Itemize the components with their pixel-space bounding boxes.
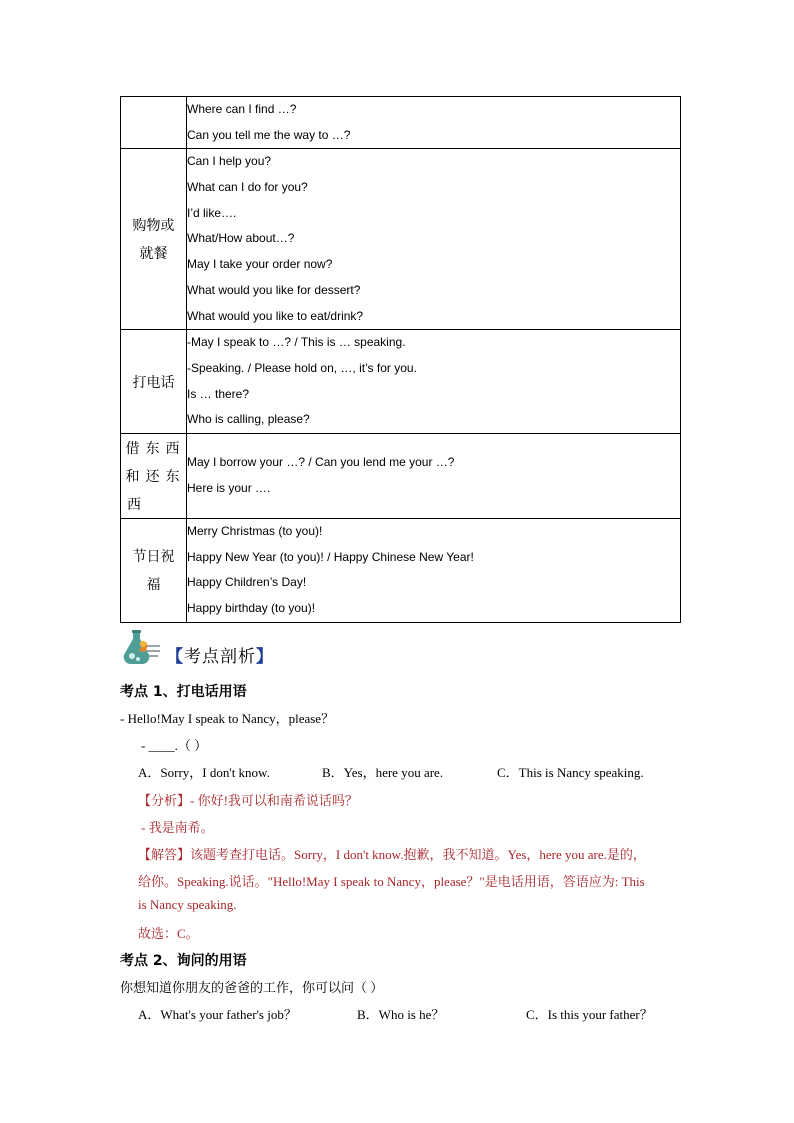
table-row (121, 433, 681, 518)
phrase: Happy New Year (to you)! / Happy Chinese New Year! (187, 549, 474, 564)
phrase: What would you like to eat/drink? (187, 308, 364, 323)
kp1-option-a: A．Sorry，I don't know. (138, 765, 270, 780)
category-line: 就餐 (139, 245, 168, 262)
kp2-option-b: B．Who is he？ (357, 1007, 445, 1022)
kp2-option-a: A．What's your father's job？ (138, 1007, 297, 1022)
kp1-solution-3: is Nancy speaking. (138, 897, 237, 912)
table-row (121, 97, 681, 149)
kp1-analysis: 【分析】- 你好!我可以和南希说话吗？ (138, 793, 358, 808)
phrase: Happy Children’s Day! (187, 575, 307, 590)
kp2-question: 你想知道你朋友的爸爸的工作，你可以问（ ） (120, 980, 384, 995)
kp1-solution-2: 给你。Speaking.说话。"Hello!May I speak to Nancy，please？"是电话用语，答语应为: This (138, 874, 645, 889)
category-line: 打电话 (132, 373, 175, 390)
category-line: 借东西 (125, 439, 186, 456)
kp1-question: - Hello!May I speak to Nancy，please？ (120, 711, 335, 726)
kp1-choice: 故选：C。 (138, 926, 199, 941)
table-row (121, 149, 681, 330)
phrases-cell (187, 433, 681, 518)
table-row (121, 518, 681, 622)
category-line: 福 (146, 576, 161, 593)
phrase: What would you like for dessert? (187, 282, 361, 297)
flask-notes-icon (123, 629, 163, 667)
category-cell (121, 97, 187, 149)
table-row (121, 330, 681, 434)
kp1-analysis-2: - 我是南希。 (141, 820, 214, 835)
kp1-title: 考点 1、打电话用语 (120, 684, 247, 700)
phrase: What can I do for you? (187, 180, 308, 195)
category-cell-shopping (121, 149, 187, 330)
phrase: Can I help you? (187, 154, 272, 169)
phrase: I’d like…. (187, 205, 237, 220)
phrase: Where can I find …? (187, 102, 297, 116)
category-cell-phone (121, 330, 187, 434)
phrases-cell (187, 97, 681, 149)
phrase: -May I speak to …? / This is … speaking. (187, 335, 406, 350)
phrase: What/How about…? (187, 231, 295, 246)
category-line: 节日祝 (132, 548, 175, 565)
phrase-table (120, 96, 681, 623)
phrase: Merry Christmas (to you)! (187, 523, 323, 538)
phrase: Who is calling, please? (187, 412, 310, 427)
phrase: May I take your order now? (187, 257, 333, 272)
phrases-cell (187, 149, 681, 330)
kp2-title: 考点 2、询问的用语 (120, 953, 247, 969)
category-line: 西 (127, 495, 147, 512)
phrase: May I borrow your …? / Can you lend me your …? (187, 455, 455, 470)
kp1-option-c: C．This is Nancy speaking. (497, 765, 644, 780)
phrase: Can you tell me the way to …? (187, 127, 351, 142)
category-cell-festival (121, 518, 187, 622)
category-line: 购物或 (132, 217, 175, 234)
section-title: 【考点剖析】 (166, 647, 274, 667)
category-line: 和还东 (125, 467, 186, 484)
phrase: Is … there? (187, 386, 250, 401)
category-cell-borrow (121, 433, 187, 518)
kp1-answer-line: - ____.（ ） (141, 738, 208, 753)
phrase: -Speaking. / Please hold on, …, it’s for you. (187, 360, 417, 375)
kp2-option-c: C．Is this your father？ (526, 1007, 653, 1022)
phrases-cell (187, 330, 681, 434)
phrase: Happy birthday (to you)! (187, 601, 316, 615)
phrases-cell (187, 518, 681, 622)
kp1-option-b: B．Yes，here you are. (322, 765, 444, 780)
phrase: Here is your …. (187, 480, 271, 495)
kp1-solution: 【解答】该题考查打电话。Sorry，I don't know.抱歉，我不知道。Yes，here you are.是的， (138, 847, 646, 862)
